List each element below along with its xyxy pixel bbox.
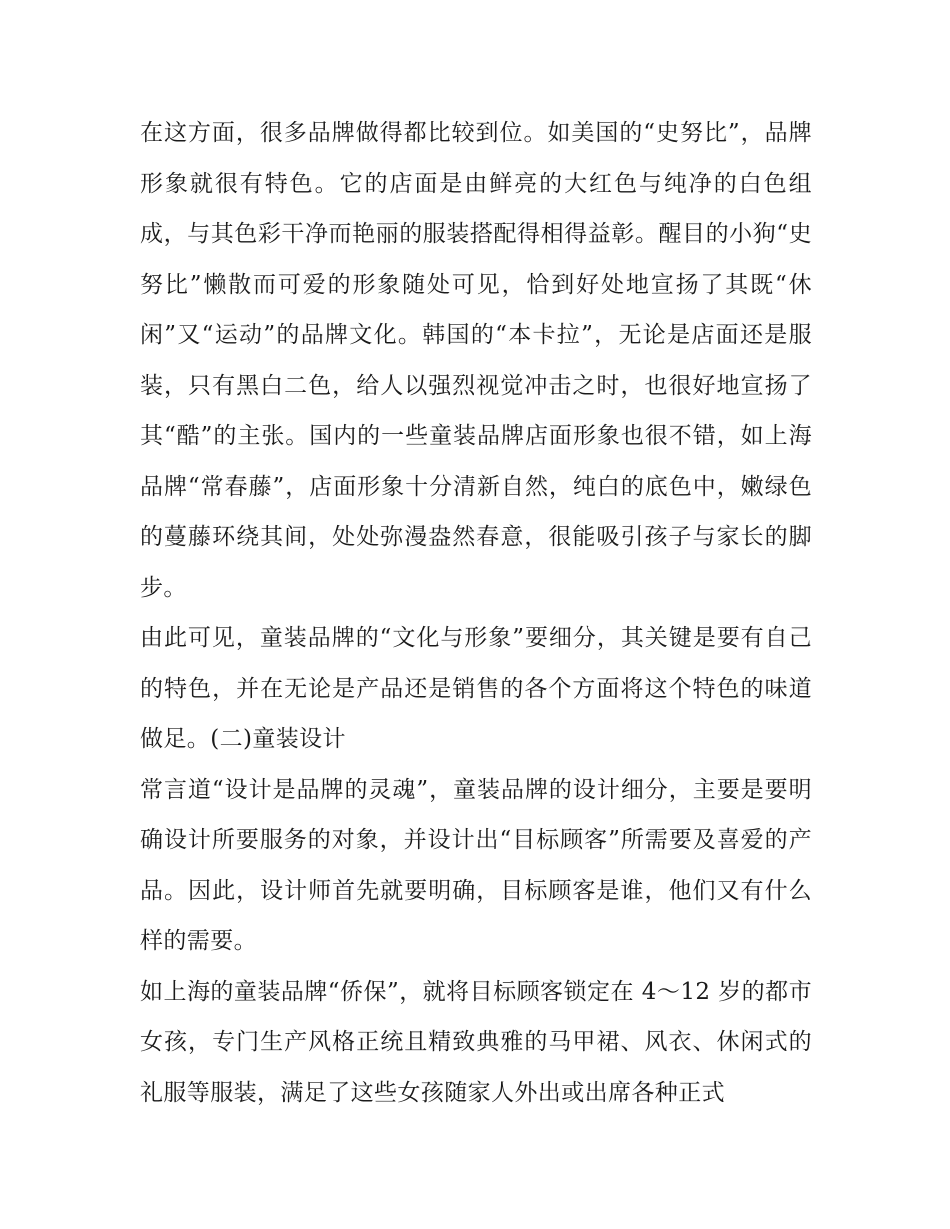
document-body [140,108,812,1118]
paragraph-culture-summary: 由此可见，童装品牌的“文化与形象”要细分，其关键是要有自己的特色，并在无论是产品还是销售的各个方面将这个特色的味道做足。(二)童装设计 [140,625,812,752]
paragraph-qiaobao-example: 如上海的童装品牌“侨保”，就将目标顾客锁定在 4～12 岁的都市女孩，专门生产风格正统且精致典雅的马甲裙、风衣、休闲式的礼服等服装，满足了这些女孩随家人外出或出席各种正式 [140,978,812,1106]
paragraph-brand-image: 在这方面，很多品牌做得都比较到位。如美国的“史努比”，品牌形象就很有特色。它的店面是由鲜亮的大红色与纯净的白色组成，与其色彩干净而艳丽的服装搭配得相得益彰。醒目的小狗“史努比”懒散而可爱的形象随处可见，恰到好处地宣扬了其既“休闲”又“运动”的品牌文化。韩国的“本卡拉”，无论是店面还是服装，只有黑白二色，给人以强烈视觉冲击之时，也很好地宣扬了其“酷”的主张。国内的一些童装品牌店面形象也很不错，如上海品牌“常春藤”，店面形象十分清新自然，纯白的底色中，嫩绿色的蔓藤环绕其间，处处弥漫盎然春意，很能吸引孩子与家长的脚步。 [140,120,812,601]
paragraph-design: 常言道“设计是品牌的灵魂”，童装品牌的设计细分，主要是要明确设计所要服务的对象，并设计出“目标顾客”所需要及喜爱的产品。因此，设计师首先就要明确，目标顾客是谁，他们又有什么样的需要。 [140,776,812,954]
